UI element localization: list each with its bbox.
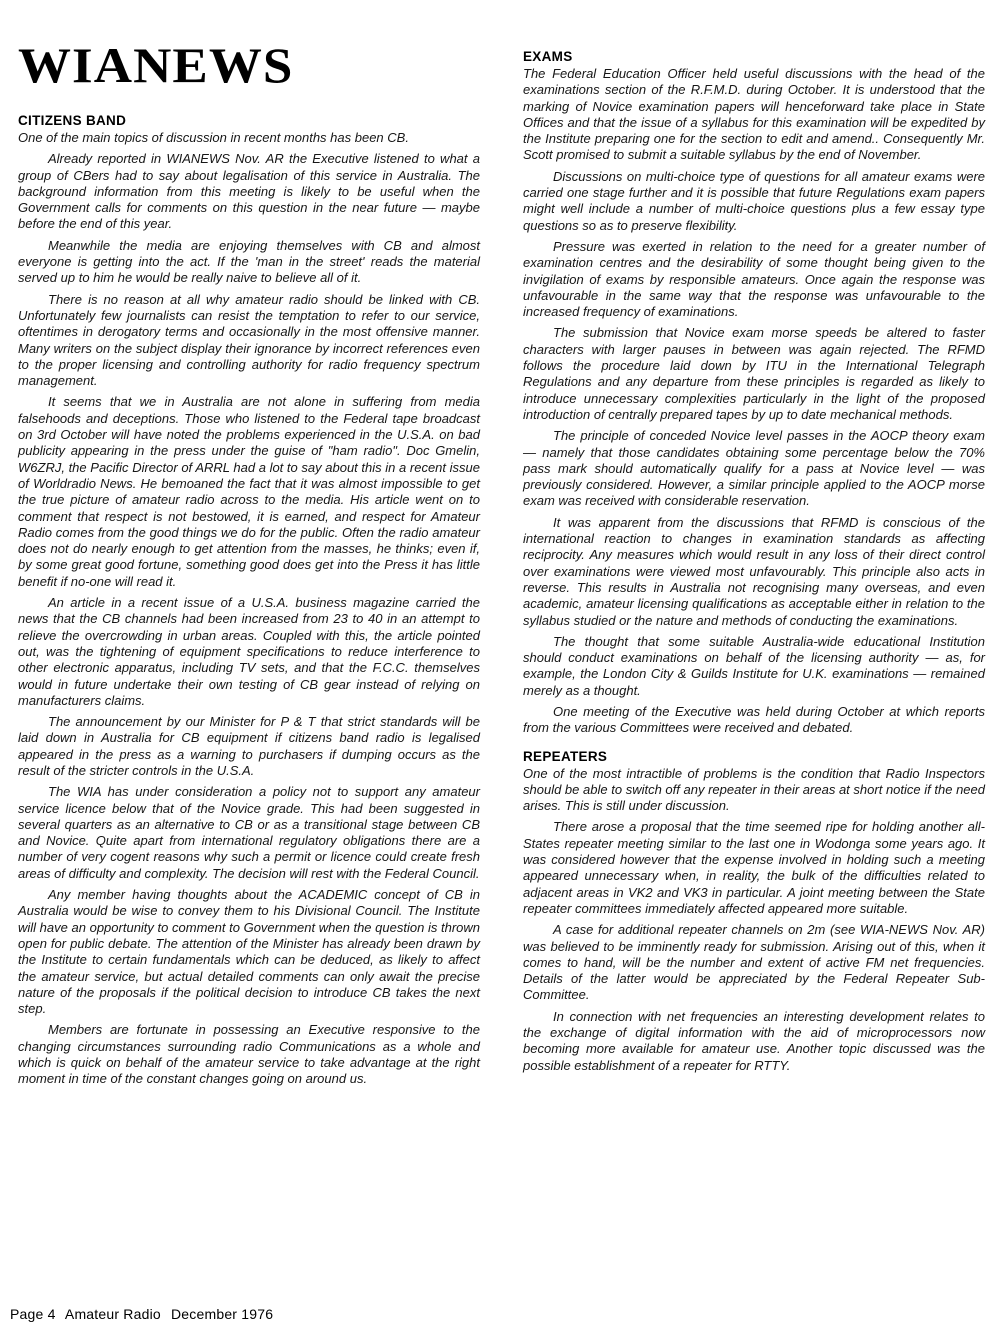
paragraph: One of the main topics of discussion in recent months has been CB.: [18, 130, 409, 145]
paragraph: Discussions on multi-choice type of questions for all amateur exams were carried one stage further and it is possible that future Regulations exam papers might well include a number of multi-choice questions plus a few essay type questions so as to preserve flexibility.: [523, 168, 985, 233]
paragraph: There arose a proposal that the time seemed ripe for holding another all-States repeater meeting similar to the last one in Wodonga some years ago. It was considered however that the expense involved in holding such a meeting appeared unnecessary when, in reality, the bulk of the difficulties related to adjacent areas in VK2 and VK3 in particular. A joint meeting between the State repeater committees immediately affected appeared more suitable.: [523, 819, 985, 916]
paragraph: Any member having thoughts about the ACADEMIC concept of CB in Australia would be wise to convey them to his Divisional Council. The Institute will have an opportunity to comment to Government when the question is thrown open for public debate. The attention of the Minister has already been drawn by the Institute to certain fundamentals which can be deduced, as likely to affect the amateur service, but actual detailed comments can only await the precise nature of the proposals if the political decision to introduce CB takes the next step.: [18, 887, 480, 1017]
paragraph: It seems that we in Australia are not alone in suffering from media falsehoods and deceptions. Those who listened to the Federal tape broadcast on 3rd October will have noted the problems experienced in the U.S.A. on bad publicity appearing in the press under the guise of "ham radio". Doc Gmelin, W6ZRJ, the Pacific Director of ARRL had a lot to say about this in a recent issue of Worldradio News. He bemoaned the fact that it was almost impossible to get the true picture of amateur radio across to the media. His article went on to comment that respect is not bestowed, it is earned, and respect for Amateur Radio comes from the good things we do for the public. Often the radio amateur does not do nearly enough to get attention from the masses, he thinks; even if, by some great good fortune, something good does get into the Press it has little benefit if no-one will read it.: [18, 394, 480, 589]
paragraph: The principle of conceded Novice level passes in the AOCP theory exam — namely that those candidates obtaining some percentage below the 70% pass mark should automatically qualify for a pass at Novice level — was previously considered. However, a similar principle applied to the AOCP morse exam was received with considerable reservation.: [523, 428, 985, 509]
page-number: Page 4: [10, 1306, 56, 1322]
masthead-title: WIANEWS: [18, 37, 294, 93]
paragraph: It was apparent from the discussions that RFMD is conscious of the international reaction to changes in examination standards as affecting reciprocity. Any measures which would result in any loss of their direct control over examinations were viewed most unfavourably. This principle also acts in reverse. This results in Australia not recognising many overseas, and even academic, amateur licensing qualifications as acceptable either in relation to the syllabus studied or the nature and methods of conducting the examinations.: [523, 514, 985, 628]
paragraph: Pressure was exerted in relation to the need for a greater number of examination centres and the desirability of some thought being given to the invigilation of exams by responsible amateurs. Once again the response was unfavourable in the same way that the response was unfavourable to the increased frequency of examinations.: [523, 238, 985, 320]
paragraph: In connection with net frequencies an interesting development relates to the exchange of digital information with the aid of microprocessors now becoming more available for amateur use. Another topic discussed was the possible establishment of a repeater for RTTY.: [523, 1008, 985, 1073]
paragraph: Meanwhile the media are enjoying themselves with CB and almost everyone is getting into the act. If the 'man in the street' reads the material served up to him he would be really naive to believe all of it.: [18, 237, 480, 286]
paragraph: The Federal Education Officer held useful discussions with the head of the examinations section of the R.F.M.D. during October. It is understood that the marking of Novice examination papers will henceforward take place in State Offices and that the issue of a syllabus for this examination will be expedited by the Institute preparing one for the section to edit and amend.. Consequently Mr. Scott promised to submit a suitable syllabus by the end of November.: [523, 66, 985, 163]
right-column: [523, 48, 985, 1079]
paragraph: The submission that Novice exam morse speeds be altered to faster characters with larger pauses in between was again rejected. The RFMD follows the procedure laid down by ITU in the International Telegraph Regulations and any departure from these principles is regarded as likely to introduce unnecessary complexities particularly in the light of the proposed introduction of centrally prepared tapes by up to date mechanical methods.: [523, 325, 985, 422]
paragraph: A case for additional repeater channels on 2m (see WIA-NEWS Nov. AR) was believed to be imminently ready for submission. Arising out of this, when it comes to hand, will be the number and extent of active FM net frequencies. Details of the latter would be appreciated by the Federal Repeater Sub-Committee.: [523, 922, 985, 1003]
issue-date: December 1976: [170, 1306, 274, 1322]
section-heading-exams: EXAMS: [523, 49, 573, 64]
paragraph: The announcement by our Minister for P & T that strict standards will be laid down in Australia for CB equipment if citizens band radio is legalised appeared in the press as a warning to purchasers if dumping occurs as the result of the stricter controls in the U.S.A.: [18, 714, 480, 778]
paragraph: Members are fortunate in possessing an Executive responsive to the changing circumstances surrounding radio Communications as a whole and which is quick on behalf of the amateur service to take advantage at the right moment in time of the constant changes going on around us.: [18, 1022, 480, 1087]
paragraph: There is no reason at all why amateur radio should be linked with CB. Unfortunately few journalists can resist the temptation to refer to our service, oftentimes in derogatory terms and occasionally in the most offensive manner. Many writers on the subject display their ignorance by incorrect references even to the proper licensing and controlling authority for radio frequency spectrum management.: [18, 291, 480, 389]
paragraph: One of the most intractible of problems is the condition that Radio Inspectors should be able to switch off any repeater in their areas at short notice if the need arises. This is still under discussion.: [523, 765, 985, 814]
magazine-name: Amateur Radio: [64, 1306, 161, 1322]
paragraph: One meeting of the Executive was held during October at which reports from the various Committees were received and debated.: [523, 703, 985, 736]
paragraph: Already reported in WIANEWS Nov. AR the Executive listened to what a group of CBers had to say about legalisation of this service in Australia. The background information from this meeting is likely to be useful when the Government calls for comments on this question in the near future — maybe before the end of this year.: [18, 151, 480, 232]
section-heading-repeaters: REPEATERS: [523, 748, 608, 764]
paragraph: An article in a recent issue of a U.S.A. business magazine carried the news that the CB channels had been increased from 23 to 40 in an attempt to relieve the overcrowding in urban areas. Coupled with this, the article pointed out, was the tightening of equipment specifications to reduce interference to other electronic apparatus, including TV sets, and that the F.C.C. themselves would in future undertake their own testing of CB gear instead of relying on manufacturers claims.: [18, 595, 480, 708]
section-heading-citizens-band: CITIZENS BAND: [18, 113, 127, 128]
page-footer: [10, 1306, 279, 1322]
paragraph: The thought that some suitable Australia-wide educational Institution should conduct examinations on behalf of the licensing authority — as, for example, the London City & Guilds Institute for U.K. examinations — remained merely as a thought.: [523, 633, 985, 698]
left-column: [18, 112, 480, 1093]
paragraph: The WIA has under consideration a policy not to support any amateur service licence below that of the Novice grade. This had been suggested in several quarters as an alternative to CB or as a transitional stage between CB and Novice. Quite apart from international regulatory obligations there are a number of very cogent reasons why such a permit or licence could create fresh areas of difficulty and complexity. The decision will rest with the Federal Council.: [18, 784, 480, 881]
